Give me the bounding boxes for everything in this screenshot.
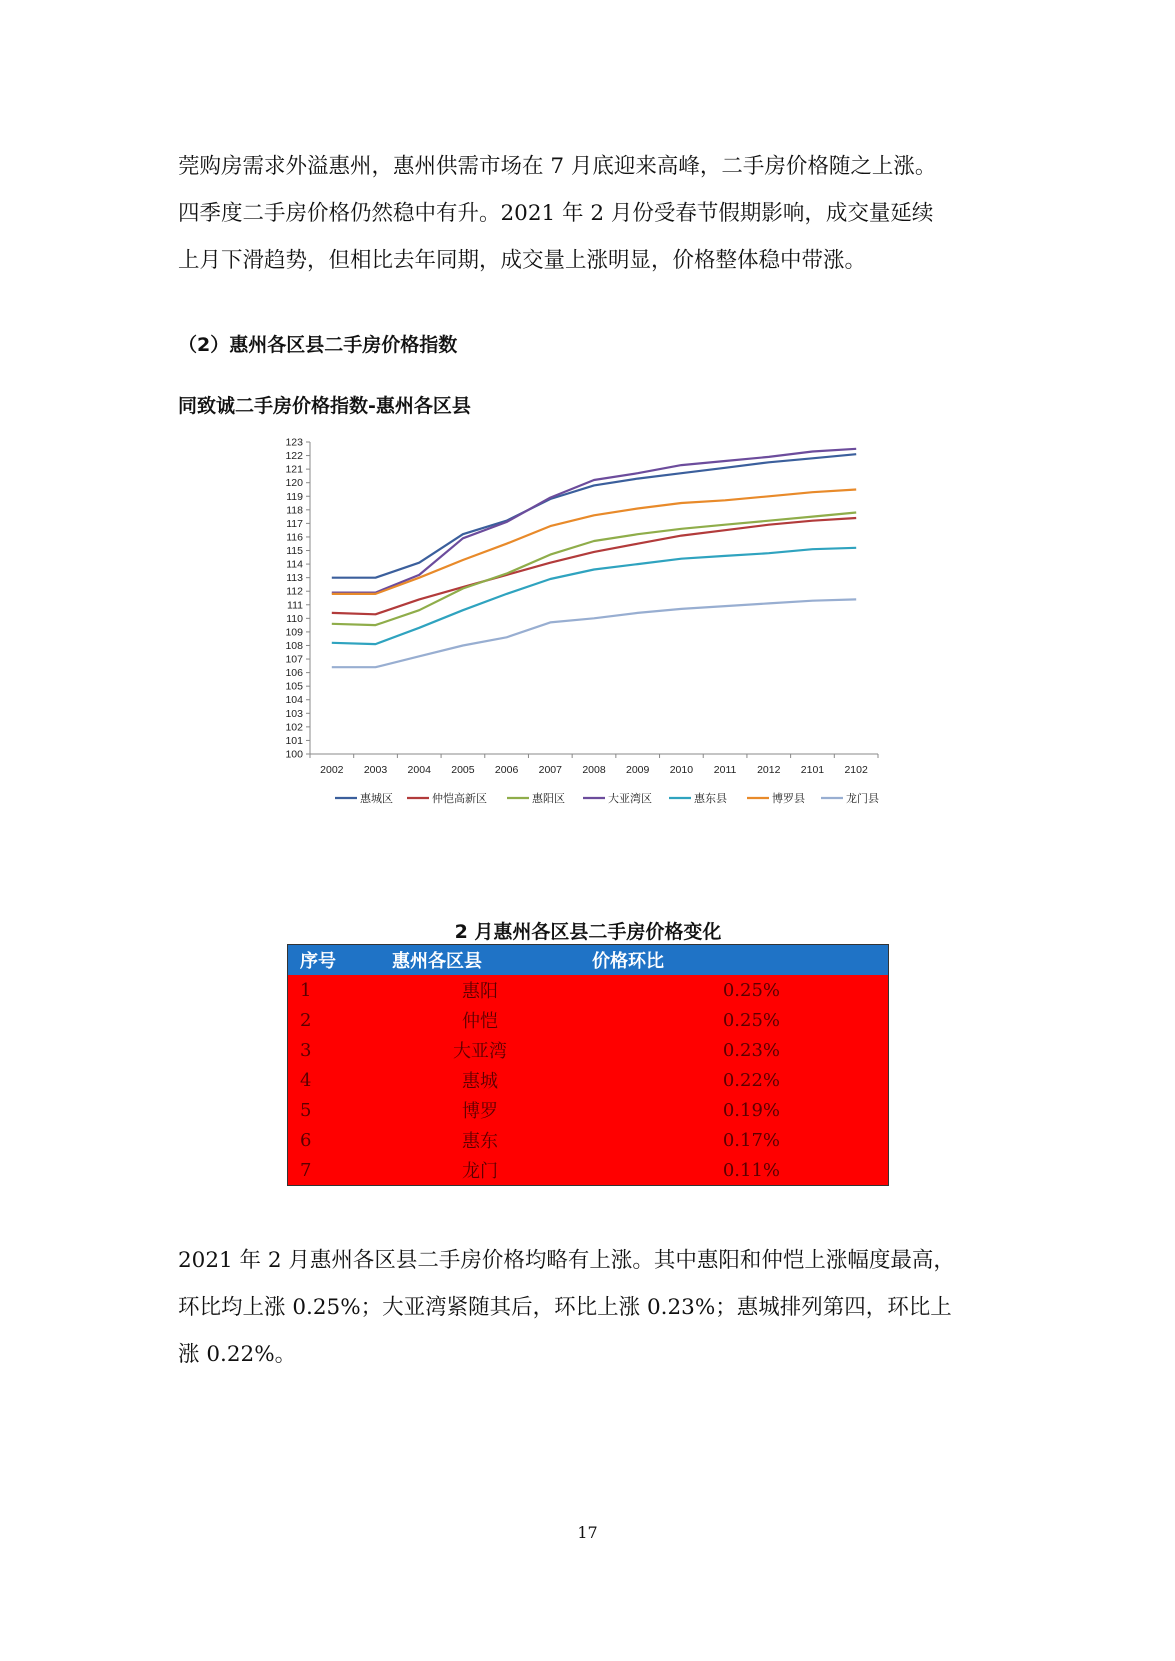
y-tick-label: 105 xyxy=(285,680,303,693)
table-row xyxy=(288,1005,889,1035)
chart-heading: 同致诚二手房价格指数-惠州各区县 xyxy=(178,395,471,417)
y-tick-label: 122 xyxy=(285,450,303,463)
district-cell: 仲恺 xyxy=(380,1005,580,1035)
rank-cell: 1 xyxy=(288,975,381,1005)
y-tick-label: 108 xyxy=(285,639,303,652)
x-tick-label: 2002 xyxy=(320,764,344,776)
legend-label: 惠阳区 xyxy=(532,792,565,805)
y-tick-label: 102 xyxy=(285,721,303,734)
legend-label: 惠东县 xyxy=(694,792,727,805)
rank-cell: 7 xyxy=(288,1155,381,1186)
rank-cell: 3 xyxy=(288,1035,381,1065)
legend-label: 惠城区 xyxy=(360,792,393,805)
y-tick-label: 111 xyxy=(287,599,303,612)
x-tick-label: 2007 xyxy=(538,764,562,776)
x-tick-label: 2006 xyxy=(494,764,519,776)
price-index-chart xyxy=(250,428,890,820)
y-tick-label: 121 xyxy=(285,463,303,476)
district-cell: 惠阳 xyxy=(380,975,580,1005)
intro-line-2: 四季度二手房价格仍然稳中有升。2021 年 2 月份受春节假期影响，成交量延续 xyxy=(178,201,934,226)
y-tick-label: 106 xyxy=(285,667,303,680)
y-tick-label: 104 xyxy=(285,694,303,707)
change-cell: 0.17% xyxy=(580,1125,889,1155)
y-tick-label: 103 xyxy=(285,707,303,720)
change-cell: 0.23% xyxy=(580,1035,889,1065)
y-tick-label: 114 xyxy=(286,558,303,571)
header-district: 惠州各区县 xyxy=(380,945,580,976)
table-header-row xyxy=(288,945,889,976)
y-tick-label: 116 xyxy=(286,531,303,544)
table-row xyxy=(288,975,889,1005)
header-change: 价格环比 xyxy=(580,945,889,976)
district-cell: 龙门 xyxy=(380,1155,580,1186)
y-tick-label: 118 xyxy=(286,504,303,517)
legend-label: 大亚湾区 xyxy=(608,792,652,805)
x-tick-label: 2010 xyxy=(669,764,694,776)
page-number: 17 xyxy=(577,1523,598,1542)
y-tick-label: 117 xyxy=(286,517,303,530)
chart-svg xyxy=(250,428,890,820)
series-line xyxy=(332,548,856,644)
x-tick-label: 2005 xyxy=(451,764,475,776)
x-tick-label: 2102 xyxy=(844,764,868,776)
y-tick-label: 109 xyxy=(285,626,303,639)
y-tick-label: 110 xyxy=(286,612,303,625)
rank-cell: 5 xyxy=(288,1095,381,1125)
table-row xyxy=(288,1125,889,1155)
y-tick-label: 100 xyxy=(285,748,303,761)
y-tick-label: 115 xyxy=(286,545,303,558)
x-tick-label: 2101 xyxy=(800,764,825,776)
district-cell: 惠东 xyxy=(380,1125,580,1155)
change-cell: 0.19% xyxy=(580,1095,889,1125)
x-tick-label: 2009 xyxy=(626,764,650,776)
change-cell: 0.25% xyxy=(580,975,889,1005)
y-tick-label: 101 xyxy=(285,734,303,747)
series-line xyxy=(332,599,856,667)
y-tick-label: 120 xyxy=(285,477,303,490)
legend-label: 博罗县 xyxy=(772,792,805,805)
legend-label: 仲恺高新区 xyxy=(432,792,487,805)
summary-line-3: 涨 0.22%。 xyxy=(178,1342,297,1367)
x-tick-label: 2011 xyxy=(713,764,737,776)
table-row xyxy=(288,1155,889,1186)
summary-line-2: 环比均上涨 0.25%；大亚湾紧随其后，环比上涨 0.23%；惠城排列第四，环比上 xyxy=(178,1295,952,1320)
x-tick-label: 2012 xyxy=(757,764,781,776)
district-cell: 大亚湾 xyxy=(380,1035,580,1065)
y-tick-label: 123 xyxy=(285,436,303,449)
table-row xyxy=(288,1035,889,1065)
change-cell: 0.11% xyxy=(580,1155,889,1186)
x-tick-label: 2003 xyxy=(363,764,388,776)
rank-cell: 2 xyxy=(288,1005,381,1035)
rank-cell: 6 xyxy=(288,1125,381,1155)
summary-line-1: 2021 年 2 月惠州各区县二手房价格均略有上涨。其中惠阳和仲恺上涨幅度最高， xyxy=(178,1248,955,1273)
table-row xyxy=(288,1095,889,1125)
change-cell: 0.22% xyxy=(580,1065,889,1095)
district-cell: 惠城 xyxy=(380,1065,580,1095)
rank-cell: 4 xyxy=(288,1065,381,1095)
intro-line-3: 上月下滑趋势，但相比去年同期，成交量上涨明显，价格整体稳中带涨。 xyxy=(178,248,867,273)
x-tick-label: 2008 xyxy=(582,764,606,776)
intro-line-1: 莞购房需求外溢惠州，惠州供需市场在 7 月底迎来高峰，二手房价格随之上涨。 xyxy=(178,154,937,179)
legend-label: 龙门县 xyxy=(846,792,879,805)
y-tick-label: 112 xyxy=(286,585,303,598)
price-change-table xyxy=(287,944,889,1186)
header-rank: 序号 xyxy=(288,945,381,976)
y-tick-label: 113 xyxy=(286,572,303,585)
table-row xyxy=(288,1065,889,1095)
district-cell: 博罗 xyxy=(380,1095,580,1125)
y-tick-label: 119 xyxy=(286,490,303,503)
change-cell: 0.25% xyxy=(580,1005,889,1035)
section-heading: （2）惠州各区县二手房价格指数 xyxy=(178,334,458,356)
x-tick-label: 2004 xyxy=(407,764,431,776)
table-title: 2 月惠州各区县二手房价格变化 xyxy=(454,921,722,943)
y-tick-label: 107 xyxy=(285,653,303,666)
